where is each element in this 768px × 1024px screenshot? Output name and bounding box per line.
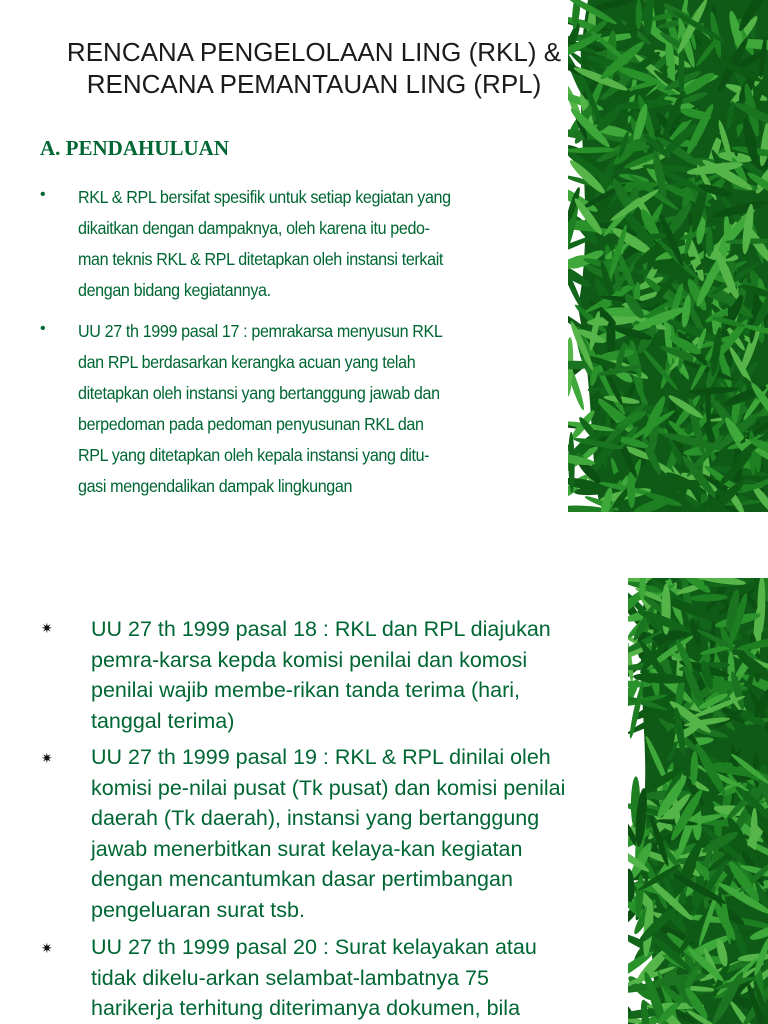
slide-2 [0, 578, 768, 1024]
text-line: dengan bidang kegiatannya. [78, 280, 271, 300]
text-line: daerah (Tk daerah), instansi yang bertanggung [91, 806, 540, 830]
text-line: penilai wajib membe-rikan tanda terima (hari, [91, 678, 520, 702]
bullet-text-4 [91, 742, 661, 925]
text-line: komisi pe-nilai pusat (Tk pusat) dan komisi penilai [91, 775, 566, 800]
bullet-text-2 [78, 316, 556, 502]
text-line: UU 27 th 1999 pasal 19 : RKL & RPL dinilai oleh [91, 745, 551, 769]
text-line: pemra-karsa kepda komisi penilai dan komosi [91, 647, 528, 672]
asterisk-bullet-icon: ✷ [41, 940, 53, 956]
asterisk-bullet-icon: ✷ [41, 620, 53, 636]
text-line: tanggal terima) [91, 708, 235, 733]
text-line: dengan mencantumkan dasar pertimbangan [91, 867, 513, 891]
text-line: berpedoman pada pedoman penyusunan RKL dan [78, 414, 424, 434]
text-line: UU 27 th 1999 pasal 17 : pemrakarsa menyusun RKL [78, 321, 443, 341]
text-line: ditetapkan oleh instansi yang bertanggung jawab dan [78, 383, 440, 403]
slide-title-line-2: RENCANA PEMANTAUAN LING (RPL) [86, 69, 542, 99]
text-line: harikerja terhitung diterimanya dokumen, bila [91, 996, 521, 1020]
text-line: pengeluaran surat tsb. [91, 897, 305, 922]
slide-gap [0, 512, 768, 578]
text-line: RPL yang ditetapkan oleh kepala instansi yang ditu- [78, 445, 430, 465]
text-line: dan RPL berdasarkan kerangka acuan yang telah [78, 352, 416, 372]
text-line: man teknis RKL & RPL ditetapkan oleh instansi terkait [78, 249, 444, 269]
text-line: jawab menerbitkan surat kelaya-kan kegiatan [91, 836, 523, 861]
bullet-text-1 [78, 182, 556, 306]
text-line: RKL & RPL bersifat spesifik untuk setiap kegiatan yang [78, 187, 451, 207]
text-line: UU 27 th 1999 pasal 18 : RKL dan RPL diajukan [91, 617, 551, 641]
slide-title-line-1: RENCANA PENGELOLAAN LING (RKL) & [66, 37, 562, 67]
text-line: gasi mengendalikan dampak lingkungan [78, 476, 353, 496]
bullet-text-5 [91, 932, 661, 1024]
text-line: UU 27 th 1999 pasal 20 : Surat kelayakan atau [91, 935, 537, 959]
bullet-text-3 [91, 614, 661, 736]
slide-title [20, 36, 608, 100]
text-line: tidak dikelu-arkan selambat-lambatnya 75 [91, 965, 489, 990]
bullet-icon: • [40, 186, 46, 203]
section-heading: A. PENDAHULUAN [40, 136, 229, 160]
text-line: dikaitkan dengan dampaknya, oleh karena itu pedo- [78, 218, 430, 238]
bullet-icon: • [40, 320, 46, 337]
asterisk-bullet-icon: ✷ [41, 750, 53, 766]
